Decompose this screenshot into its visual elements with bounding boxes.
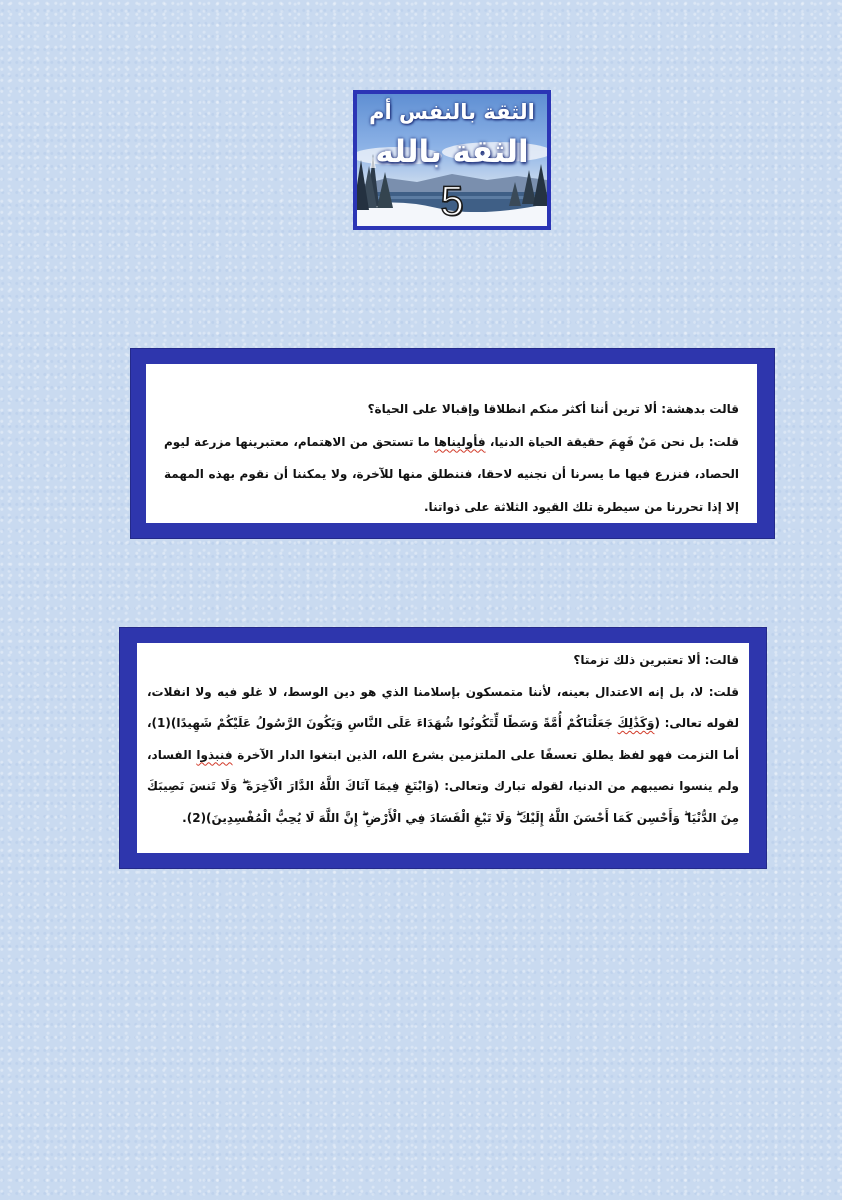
box1-answer-part-2: ما تستحق من الاهتمام، معتبرينها مزرعة ليوم الحصاد، فنزرع فيها ما يسرنا أن نجنيه لاحقا، فننطلق منها للآخرة، ولا يمكننا أن نقوم بهذه المهمة إلا إذا تحررنا من سيطرة تلك القيود الثلاثة على ذواتنا. [164, 434, 739, 514]
box2-answer [147, 677, 739, 835]
dialogue-box-2 [120, 628, 766, 868]
title-banner [353, 90, 551, 230]
banner-title-line-1: الثقة بالنفس أم [369, 100, 535, 124]
box2-question: قالت: ألا تعتبرين ذلك تزمتا؟ [573, 653, 739, 667]
box2-answer-part-1: قلت: لا، بل إنه الاعتدال بعينه، لأننا متمسكون بإسلامنا الذي هو دين الوسط، لا غلو فيه ولا انفلات، لقوله تعالى: ( [147, 684, 739, 730]
box2-misspelled-word-2: فنبذوا [196, 747, 233, 762]
box2-answer-part-3: الفساد، ولم ينسوا نصيبهم من الدنيا، لقوله تبارك وتعالى: (وَابْتَغِ فِيمَا آتَاكَ اللَّهُ الدَّارَ الْآخِرَةَ ۖ وَلَا تَنسَ نَصِيبَكَ مِنَ الدُّنْيَا ۖ وَأَحْسِن كَمَا أَحْسَنَ اللَّهُ إِلَيْكَ ۖ وَلَا تَبْغِ الْفَسَادَ فِي الْأَرْضِ ۖ إِنَّ اللَّهَ لَا يُحِبُّ الْمُفْسِدِينَ)(2). [147, 747, 739, 825]
box2-answer-part-2: جَعَلْنَاكُمْ أُمَّةً وَسَطًا لِّتَكُونُوا شُهَدَاءَ عَلَى النَّاسِ وَيَكُونَ الرَّسُولُ عَلَيْكُمْ شَهِيدًا)(1)، أما التزمت فهو لفظ يطلق تعسفًا على الملتزمين بشرع الله، الذين ابتغوا الدار الآخرة [147, 716, 739, 762]
box1-misspelled-word: فأوليناها [434, 434, 486, 449]
box1-answer [164, 426, 739, 524]
banner-chapter-number: 5 [440, 177, 464, 224]
box2-misspelled-word-1: وَكَذَٰلِكَ [617, 716, 655, 730]
dialogue-box-1 [131, 349, 774, 538]
box1-answer-part-1: قلت: بل نحن مَنْ فَهِمَ حقيقة الحياة الدنيا، [485, 434, 739, 449]
box1-question: قالت بدهشة: ألا ترين أننا أكثر منكم انطلاقا وإقبالا على الحياة؟ [367, 402, 739, 416]
banner-title-line-2: الثقة بالله [375, 134, 529, 170]
